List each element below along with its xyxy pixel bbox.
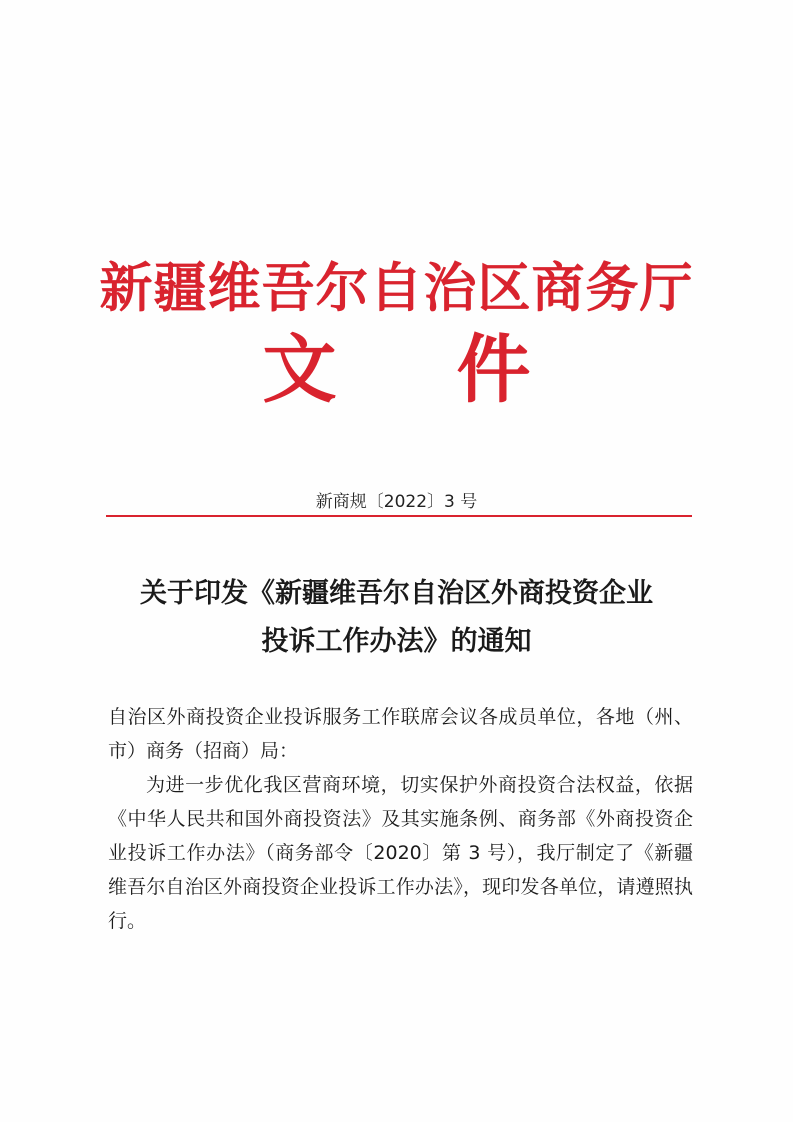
salutation: 自治区外商投资企业投诉服务工作联席会议各成员单位，各地（州、市）商务（招商）局： [108,706,693,762]
red-divider-line [106,515,692,517]
document-number: 新商规〔2022〕3 号 [315,492,478,512]
notice-body [108,700,693,938]
notice-title-line-1: 关于印发《新疆维吾尔自治区外商投资企业 [140,578,653,609]
notice-title [80,570,713,666]
body-paragraph: 为进一步优化我区营商环境，切实保护外商投资合法权益，依据《中华人民共和国外商投资法》及其实施条例、商务部《外商投资企业投诉工作办法》（商务部令〔2020〕第 3 号），我厅制定了《新疆维吾尔自治区外商投资企业投诉工作办法》，现印发各单位，请遵照执行。 [108,774,693,932]
notice-title-line-2: 投诉工作办法》的通知 [261,626,532,657]
document-label: 文件 [262,327,651,413]
issuing-authority-title: 新疆维吾尔自治区商务厅 [99,257,694,319]
